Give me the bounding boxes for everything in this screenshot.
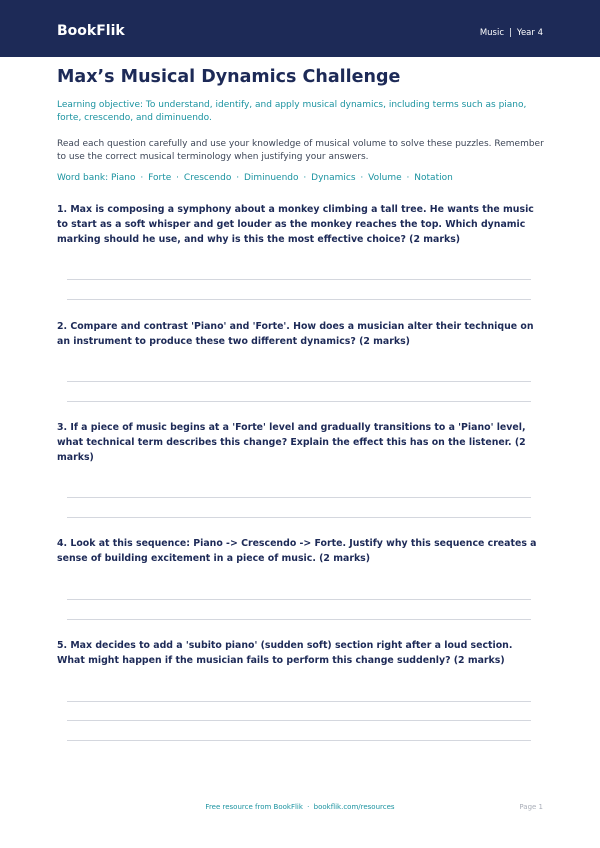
word-bank-separator: · — [176, 173, 180, 183]
word-bank-separator: · — [236, 173, 240, 183]
question-2: 2. Compare and contrast 'Piano' and 'Forte'. How does a musician alter their technique on an instrument to produce these two different dynamics? (2 marks) — [57, 321, 534, 347]
word-bank-term: Volume — [368, 173, 402, 183]
answer-line[interactable] — [67, 497, 531, 498]
subject-label: Music — [479, 28, 505, 38]
footer-source: Free resource from BookFlik — [205, 803, 303, 811]
question-5: 5. Max decides to add a 'subito piano' (sudden soft) section right after a loud section. What might happen if the musician fails to perform this change suddenly? (2 marks) — [57, 640, 513, 666]
brand-logo: BookFlik — [57, 23, 125, 39]
word-bank-term: Notation — [414, 173, 453, 183]
answer-line[interactable] — [67, 740, 531, 741]
worksheet-title: Max’s Musical Dynamics Challenge — [57, 67, 401, 87]
footer-separator: · — [307, 803, 310, 811]
word-bank-separator: · — [406, 173, 410, 183]
year-label: Year 4 — [516, 28, 543, 38]
footer-url-link[interactable]: bookflik.com/resources — [313, 803, 395, 811]
answer-line[interactable] — [67, 701, 531, 702]
subject-year-label — [480, 27, 543, 39]
header-bar — [0, 0, 600, 57]
word-bank — [57, 172, 453, 185]
answer-line[interactable] — [67, 517, 531, 518]
question-4: 4. Look at this sequence: Piano -> Crescendo -> Forte. Justify why this sequence creates a sense of building excitement in a piece of music. (2 marks) — [57, 538, 537, 564]
word-bank-term: Forte — [148, 173, 172, 183]
word-bank-term: Crescendo — [183, 173, 232, 183]
answer-line[interactable] — [67, 619, 531, 620]
page-number: Page 1 — [519, 803, 543, 811]
learning-objective: Learning objective: To understand, identify, and apply musical dynamics, including terms such as piano, forte, crescendo, and diminuendo. — [57, 100, 527, 123]
question-1: 1. Max is composing a symphony about a monkey climbing a tall tree. He wants the music to start as a soft whisper and get louder as the monkey reaches the top. Which dynamic marking should he use, and why is this the most effective choice? (2 marks) — [57, 204, 534, 245]
answer-line[interactable] — [67, 401, 531, 402]
answer-line[interactable] — [67, 299, 531, 300]
word-bank-separator: · — [360, 173, 364, 183]
answer-line[interactable] — [67, 720, 531, 721]
answer-line[interactable] — [67, 599, 531, 600]
answer-line[interactable] — [67, 279, 531, 280]
answer-line[interactable] — [67, 381, 531, 382]
word-bank-label: Word bank: — [57, 173, 109, 183]
question-3: 3. If a piece of music begins at a 'Forte' level and gradually transitions to a 'Piano' level, what technical term describes this change? Explain the effect this has on the listener. (2 marks) — [57, 422, 526, 463]
footer-credit — [0, 802, 600, 812]
word-bank-separator: · — [303, 173, 307, 183]
word-bank-term: Diminuendo — [243, 173, 299, 183]
word-bank-term: Piano — [111, 173, 136, 183]
header-divider: | — [509, 28, 512, 38]
word-bank-separator: · — [140, 173, 144, 183]
instructions-text: Read each question carefully and use your knowledge of musical volume to solve these puzzles. Remember to use the correct musical terminology when justifying your answers. — [57, 139, 544, 162]
word-bank-term: Dynamics — [311, 173, 356, 183]
